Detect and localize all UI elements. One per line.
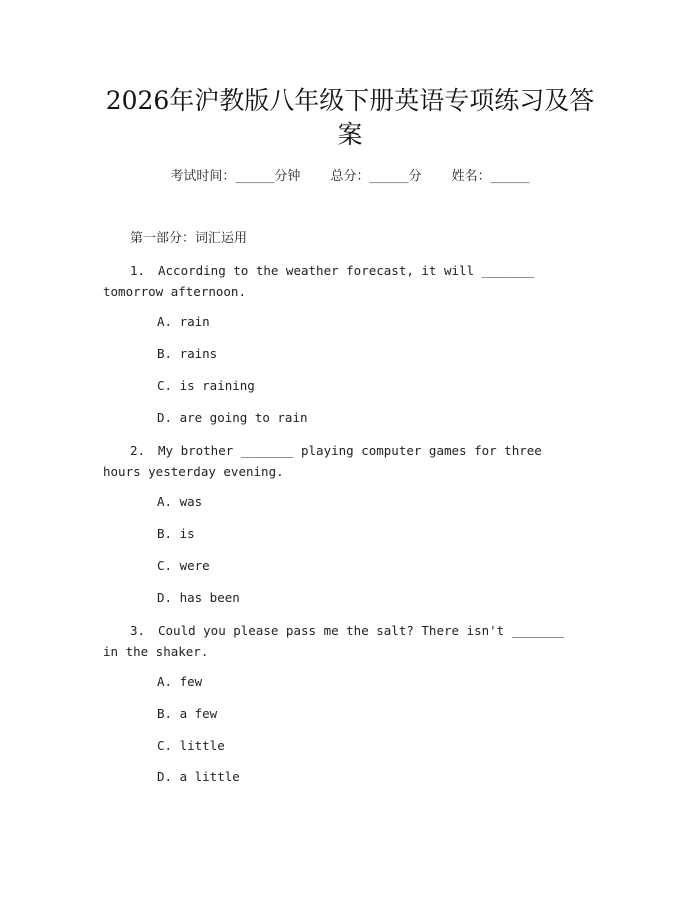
exam-time-field: 考试时间：______分钟 bbox=[170, 169, 301, 184]
question-3 bbox=[103, 620, 583, 662]
option-item: D. has been bbox=[157, 590, 240, 605]
option-item: D. are going to rain bbox=[157, 410, 308, 425]
option-item: A. few bbox=[157, 674, 203, 689]
question-text: Could you please pass me the salt? There isn't _______ in the shaker. bbox=[103, 623, 565, 659]
option-item: C. were bbox=[157, 558, 210, 573]
option-item: B. is bbox=[157, 526, 195, 541]
exam-info-line bbox=[0, 168, 700, 186]
option-item: A. was bbox=[157, 494, 203, 509]
total-score-field: 总分：______分 bbox=[330, 169, 422, 184]
option-item: B. rains bbox=[157, 346, 218, 361]
option-item: A. rain bbox=[157, 314, 210, 329]
section-title: 第一部分：词汇运用 bbox=[130, 231, 248, 246]
question-number: 2. bbox=[130, 443, 146, 458]
question-1 bbox=[103, 260, 583, 302]
question-text: According to the weather forecast, it will _______ tomorrow afternoon. bbox=[103, 263, 535, 299]
question-number: 3. bbox=[130, 623, 146, 638]
option-item: B. a few bbox=[157, 706, 218, 721]
document-title: 2026年沪教版八年级下册英语专项练习及答案 bbox=[105, 86, 595, 149]
option-item: C. is raining bbox=[157, 378, 255, 393]
question-text: My brother _______ playing computer games for three hours yesterday evening. bbox=[103, 443, 542, 479]
option-item: C. little bbox=[157, 738, 225, 753]
option-item: D. a little bbox=[157, 769, 240, 784]
student-name-field: 姓名：______ bbox=[451, 169, 530, 184]
question-number: 1. bbox=[130, 263, 146, 278]
question-2 bbox=[103, 440, 583, 482]
